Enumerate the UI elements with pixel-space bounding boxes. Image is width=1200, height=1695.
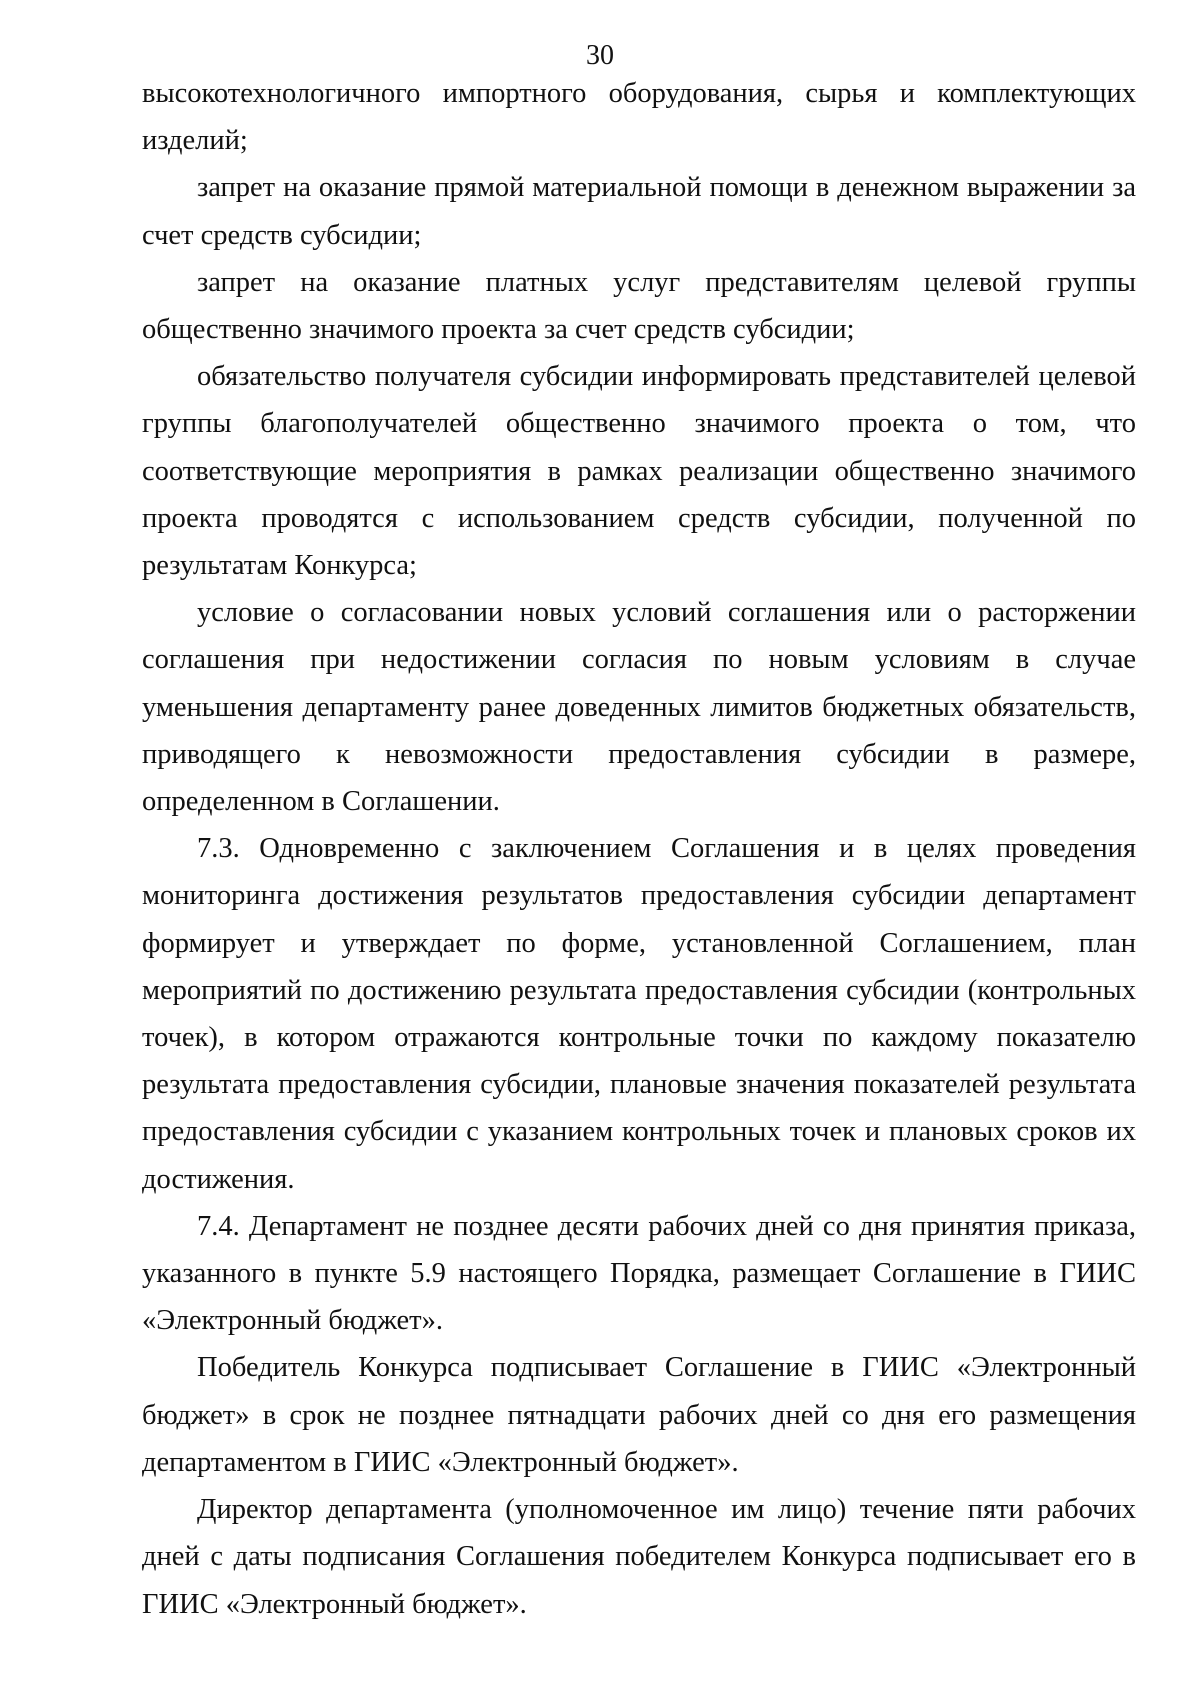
paragraph: Директор департамента (уполномоченное им лицо) течение пяти рабочих дней с даты подписания Соглашения победителем Конкурса подписывает его в ГИИС «Электронный бюджет».: [142, 1494, 1136, 1620]
paragraph: запрет на оказание прямой материальной помощи в денежном выражении за счет средств субсидии;: [142, 172, 1136, 251]
document-body: [142, 70, 1136, 1628]
paragraph-7-4: 7.4. Департамент не позднее десяти рабочих дней со дня принятия приказа, указанного в пункте 5.9 настоящего Порядка, размещает Соглашение в ГИИС «Электронный бюджет».: [142, 1210, 1136, 1337]
paragraph: запрет на оказание платных услуг представителям целевой группы общественно значимого проекта за счет средств субсидии;: [142, 266, 1136, 346]
paragraph: условие о согласовании новых условий соглашения или о расторжении соглашения при недостижении согласия по новым условиям в случае уменьшения департаменту ранее доведенных лимитов бюджетных обязательств, приводящего к невозможности предоставления субсидии в размере, определенном в Соглашении.: [142, 597, 1136, 818]
paragraph-continuation: высокотехнологичного импортного оборудования, сырья и комплектующих изделий;: [142, 78, 1136, 157]
paragraph-7-3: 7.3. Одновременно с заключением Соглашения и в целях проведения мониторинга достижения результатов предоставления субсидии департамент формирует и утверждает по форме, установленной Соглашением, план мероприятий по достижению результата предоставления субсидии (контрольных точек), в котором отражаются контрольные точки по каждому показателю результата предоставления субсидии, плановые значения показателей результата предоставления субсидии с указанием контрольных точек и плановых сроков их достижения.: [142, 833, 1136, 1195]
paragraph: обязательство получателя субсидии информировать представителей целевой группы благополучателей общественно значимого проекта о том, что соответствующие мероприятия в рамках реализации общественно значимого проекта проводятся с использованием средств субсидии, полученной по результатам Конкурса;: [142, 361, 1136, 582]
page-number: 30: [586, 40, 614, 71]
paragraph: Победитель Конкурса подписывает Соглашение в ГИИС «Электронный бюджет» в срок не позднее пятнадцати рабочих дней со дня его размещения департаментом в ГИИС «Электронный бюджет».: [142, 1352, 1136, 1478]
